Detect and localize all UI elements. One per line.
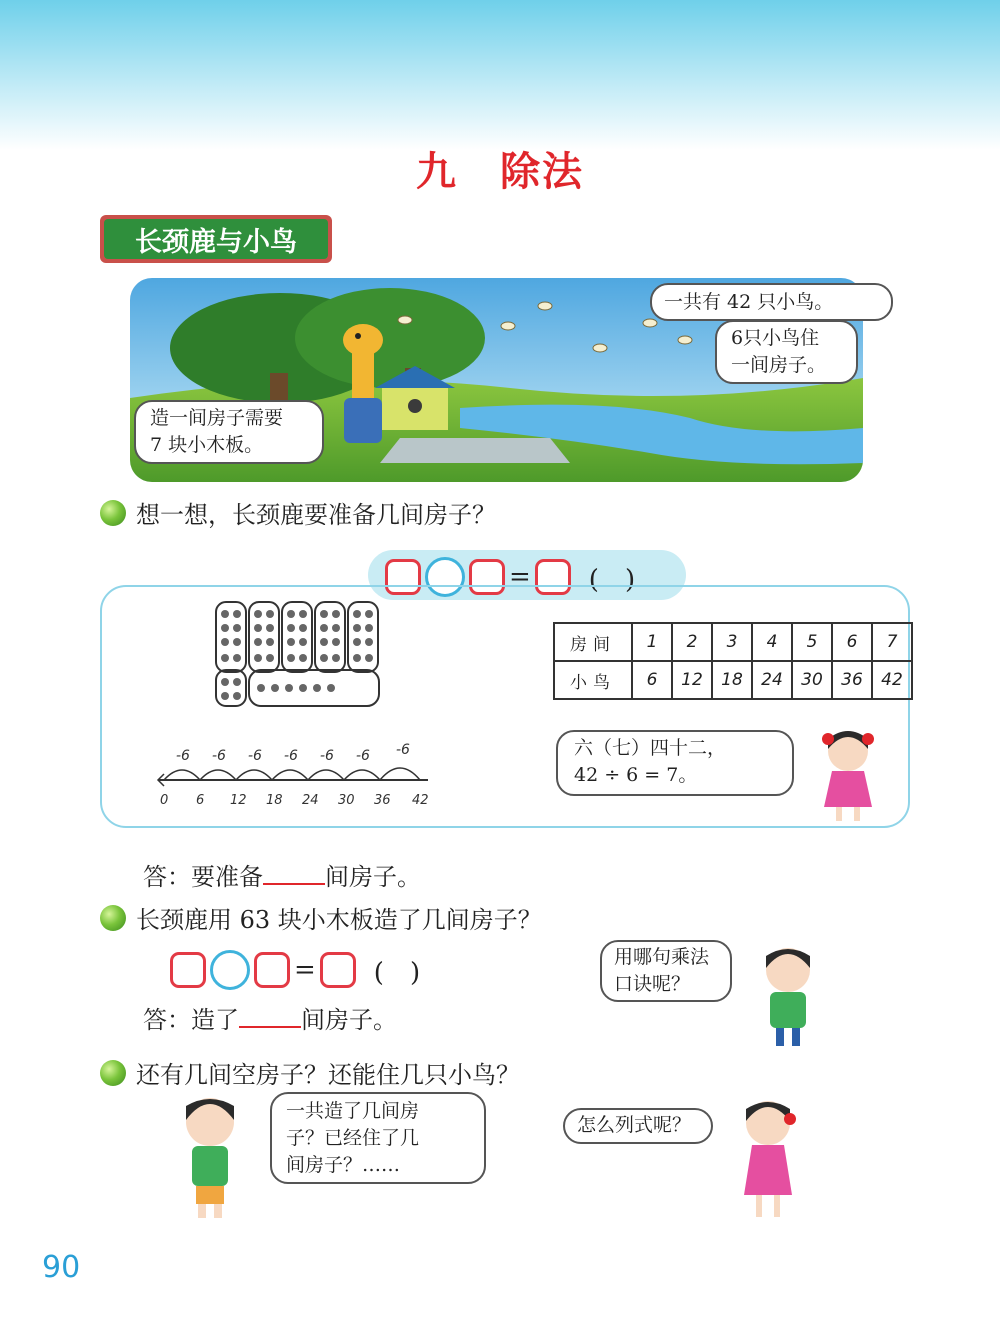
tick-label: 12 <box>230 793 247 808</box>
green-bullet-icon <box>100 1060 126 1086</box>
equals-sign: = <box>294 955 316 985</box>
step-label: -6 <box>212 748 226 764</box>
tick-label: 42 <box>412 793 429 808</box>
tick-label: 0 <box>160 793 169 808</box>
tick-label: 24 <box>302 793 319 808</box>
step-label: -6 <box>396 742 410 758</box>
tick-label: 18 <box>266 793 283 808</box>
boy-character-thinking <box>748 942 828 1054</box>
tick-label: 30 <box>338 793 355 808</box>
answer-blank[interactable] <box>263 859 325 885</box>
green-bullet-icon <box>100 905 126 931</box>
step-label: -6 <box>356 748 370 764</box>
speech-bubble-boards: 造一间房子需要 7 块小木板。 <box>134 400 324 464</box>
top-gradient-band <box>0 0 1000 150</box>
step-label: -6 <box>284 748 298 764</box>
number-line-drawing <box>150 738 450 818</box>
equals-sign: = <box>509 562 531 592</box>
speech-bubble-birds-total: 一共有 42 只小鸟。 <box>650 283 893 321</box>
speech-bubble-birds-per-house: 6只小鸟住 一间房子。 <box>715 320 858 384</box>
rooms-birds-table <box>553 622 913 700</box>
speech-bubble-girl-formula: 怎么列式呢？ <box>563 1108 713 1144</box>
step-label: -6 <box>320 748 334 764</box>
answer-line-1: 答：要准备 间房子。 <box>143 857 421 892</box>
girl-thinking-drawing <box>730 1095 806 1223</box>
boy-character-pointing <box>170 1092 250 1228</box>
dot-groups-drawing <box>213 600 385 712</box>
girl-character <box>808 725 888 829</box>
number-line <box>150 738 450 822</box>
answer-blank[interactable] <box>239 1002 301 1028</box>
question-2: 长颈鹿用 63 块小木板造了几间房子？ <box>100 900 542 935</box>
tick-label: 6 <box>196 793 205 808</box>
step-label: -6 <box>176 748 190 764</box>
green-bullet-icon <box>100 500 126 526</box>
table-row: 小鸟 6 12 18 24 30 36 42 <box>554 661 912 699</box>
question-3: 还有几间空房子？还能住几只小鸟？ <box>100 1055 520 1090</box>
answer-box[interactable] <box>320 952 356 988</box>
tree-crown-right <box>295 288 485 388</box>
step-label: -6 <box>248 748 262 764</box>
answer-box[interactable] <box>170 952 206 988</box>
girl-character-thinking <box>730 1095 806 1227</box>
answer-box[interactable] <box>254 952 290 988</box>
table-row: 房间 1 2 3 4 5 6 7 <box>554 623 912 661</box>
page-title: 九 除法 <box>416 149 584 195</box>
boy-pointing-drawing <box>170 1092 250 1224</box>
speech-bubble-boy-count: 一共造了几间房 子？已经住了几 间房子？…… <box>270 1092 486 1184</box>
page-number: 90 <box>42 1250 81 1285</box>
operator-circle[interactable] <box>210 950 250 990</box>
speech-bubble-girl-recitation: 六（七）四十二， 42 ÷ 6 = 7。 <box>556 730 794 796</box>
tick-label: 36 <box>374 793 391 808</box>
unit-paren: ( ) <box>588 564 636 595</box>
answer-line-2: 答：造了 间房子。 <box>143 1000 397 1035</box>
section-tag <box>100 215 332 263</box>
speech-bubble-boy-question: 用哪句乘法 口诀呢？ <box>600 940 732 1002</box>
dot-groups <box>213 600 385 716</box>
equation-2 <box>170 950 420 990</box>
question-1: 想一想，长颈鹿要准备几间房子？ <box>100 495 496 530</box>
section-tag-label: 长颈鹿与小鸟 <box>104 219 328 259</box>
boy-thinking-drawing <box>748 942 828 1050</box>
girl-drawing <box>808 725 888 825</box>
unit-paren: ( ) <box>373 957 421 988</box>
